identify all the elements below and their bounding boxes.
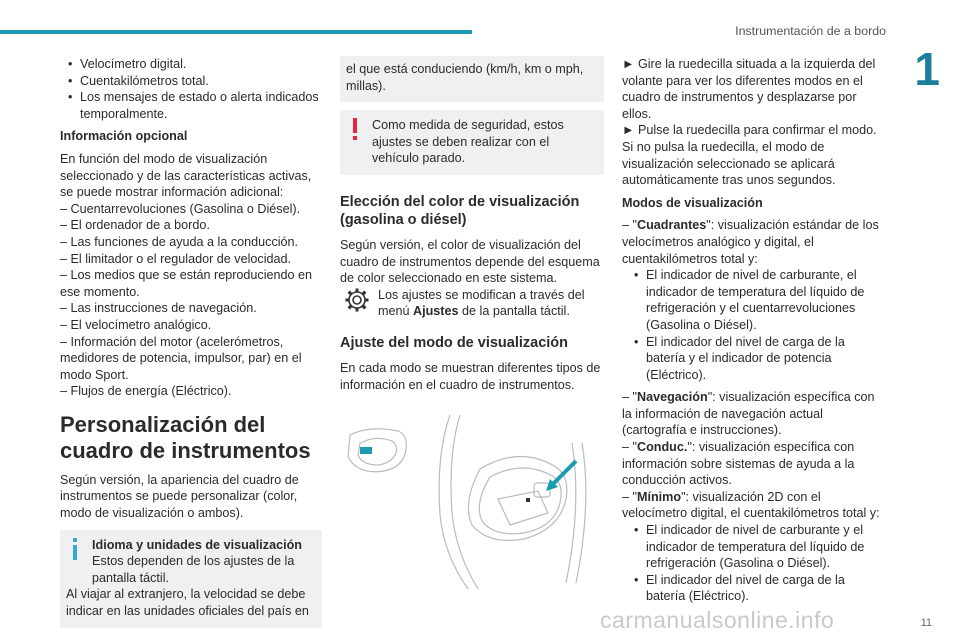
settings-instruction (340, 287, 604, 320)
warning-box (340, 110, 604, 175)
mode-dials-bullets (622, 267, 884, 383)
list-item: • El indicador de nivel de carburante y el indicador de temperatura del líquido de refrigeración (Gasolina o Diésel). (622, 522, 884, 572)
info-box-title: Idioma y unidades de visualización (92, 537, 302, 552)
page-number: 11 (920, 617, 932, 630)
list-item: • Velocímetro digital. (60, 56, 322, 73)
warning-icon (346, 118, 364, 140)
settings-gear-icon (344, 287, 370, 313)
list-item: • El indicador del nivel de carga de la batería (Eléctrico). (622, 572, 884, 605)
list-item: • Cuentakilómetros total. (60, 73, 322, 90)
column-middle (340, 56, 604, 594)
info-icon (66, 538, 84, 560)
column-right (622, 56, 884, 611)
step-rotate: ► Gire la ruedecilla situada a la izquierda del volante para ver los diferentes modos en el cuadro de instrumentos y desplazarse por ellos. (622, 57, 876, 121)
display-bullets (60, 56, 322, 122)
mode-navigation: – "Navegación": visualización específica con la información de navegación actual (cartografía e instrucciones). (622, 390, 875, 438)
list-item: – El ordenador de a bordo. (60, 218, 210, 233)
list-item: • Los mensajes de estado o alerta indicados temporalmente. (60, 89, 322, 122)
display-modes-heading: Modos de visualización (622, 195, 763, 210)
steering-wheel-illustration (340, 403, 604, 589)
color-section-text: Según versión, el color de visualización del cuadro de instrumentos depende del esquema de color seleccionado en este sistema. (340, 237, 600, 286)
header-accent-bar (0, 30, 472, 34)
step-confirm: ► Pulse la ruedecilla para confirmar el modo. (622, 123, 877, 138)
cluster-highlight (360, 447, 372, 454)
mode-dials: – "Cuadrantes": visualización estándar de los velocímetros analógico y digital, el cuentakilómetros total y: (622, 218, 879, 266)
list-item: • El indicador del nivel de carga de la batería y el indicador de potencia (Eléctrico). (622, 334, 884, 384)
info-box-text-2: Al viajar al extranjero, la velocidad se debe indicar en las unidades oficiales del país en (66, 587, 309, 619)
section-heading-personalization: Personalización del cuadro de instrumentos (60, 411, 311, 463)
list-item: – Las funciones de ayuda a la conducción. (60, 234, 299, 249)
chapter-number: 1 (914, 43, 940, 95)
list-item: – El velocímetro analógico. (60, 317, 212, 332)
watermark-text: carmanualsonline.info (600, 607, 835, 633)
mode-section-heading: Ajuste del modo de visualización (340, 334, 569, 351)
mode-minimal: – "Mínimo": visualización 2D con el velocímetro digital, el cuentakilómetros total y: (622, 489, 880, 521)
info-box-text: Estos dependen de los ajustes de la pantalla táctil. (92, 554, 295, 585)
mode-driving: – "Conduc.": visualización específica con información sobre sistemas de ayuda a la conducción activos. (622, 440, 855, 488)
page-header-title: Instrumentación de a bordo (735, 24, 886, 38)
list-item: – Información del motor (acelerómetros, medidores de potencia, impulsor, par) en el modo Sport. (60, 334, 302, 382)
list-item: – El limitador o el regulador de velocidad. (60, 251, 292, 266)
info-box-continued (340, 56, 604, 102)
warning-text: Como medida de seguridad, estos ajustes se deben realizar con el vehículo parado. (372, 118, 564, 166)
optional-info-heading: Información opcional (60, 129, 188, 144)
color-section-heading: Elección del color de visualización (gasolina o diésel) (340, 193, 580, 228)
info-box-text-continued: el que está conduciendo (km/h, km o mph, millas). (346, 62, 584, 93)
list-item: – Flujos de energía (Eléctrico). (60, 384, 232, 399)
list-item: – Las instrucciones de navegación. (60, 301, 257, 316)
list-item: – Los medios que se están reproduciendo en ese momento. (60, 268, 313, 299)
optional-info-intro: En función del modo de visualización seleccionado y de las características activas, se puede mostrar información adicional: (60, 151, 312, 200)
list-item: • El indicador de nivel de carburante, el indicador de temperatura del líquido de refrigeración y el cuentarrevoluciones (Gasolina o Diésel). (622, 267, 884, 333)
list-item: – Cuentarrevoluciones (Gasolina o Diésel). (60, 201, 301, 216)
step-note: Si no pulsa la ruedecilla, el modo de visualización seleccionado se aplicará automáticamente tras unos segundos. (622, 139, 836, 188)
mode-minimal-bullets (622, 522, 884, 605)
pointer-arrow (552, 461, 576, 485)
thumbwheel-marker (526, 498, 530, 502)
mode-section-text: En cada modo se muestran diferentes tipos de información en el cuadro de instrumentos. (340, 360, 601, 392)
personalization-text: Según versión, la apariencia del cuadro de instrumentos se puede personalizar (color, modo de visualización o ambos). (60, 472, 299, 521)
info-box-units (60, 530, 322, 628)
settings-instruction-text: Los ajustes se modifican a través del menú Ajustes de la pantalla táctil. (378, 287, 585, 319)
column-left (60, 56, 322, 628)
